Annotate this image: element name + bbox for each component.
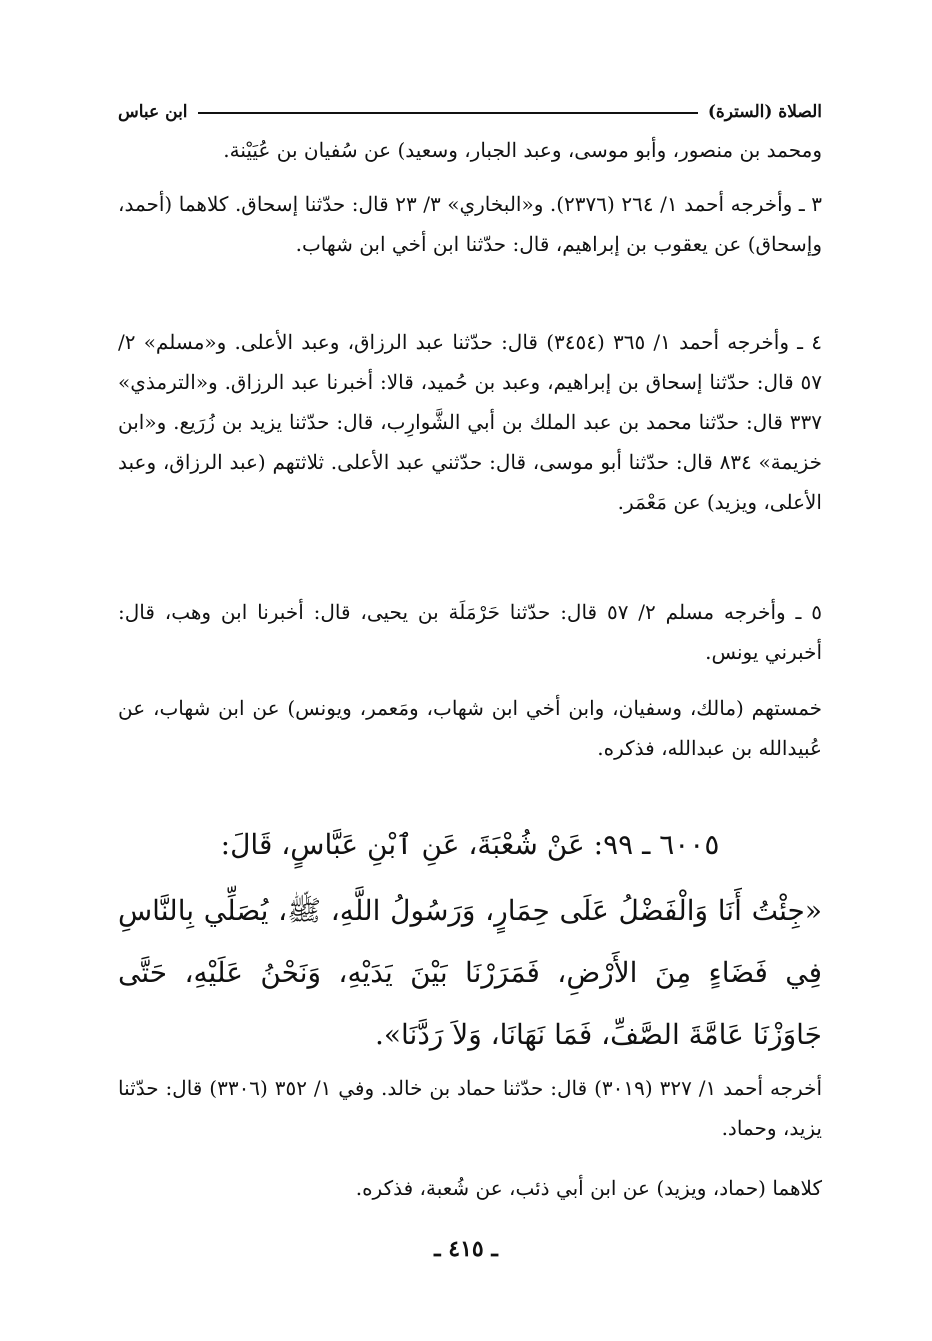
header-chapter: الصلاة (السترة) xyxy=(707,102,822,122)
note-takhrij-5 xyxy=(118,592,822,672)
hadith-number-and-chain: ٦٠٠٥ ـ ٩٩: عَنْ شُعْبَةَ، عَنِ ٱبْنِ عَبَّاسٍ، قَالَ: xyxy=(220,828,720,861)
header-rule xyxy=(198,112,698,114)
note-paragraph: خمستهم (مالك، وسفيان، وابن أخي ابن شهاب، ومَعمر، ويونس) عن ابن شهاب، عن عُبيدالله بن عبدالله، فذكره. xyxy=(118,696,822,760)
note-paragraph: ٥ ـ وأخرجه مسلم ٢/ ٥٧ قال: حدّثنا حَرْمَلَة بن يحيى، قال: أخبرنا ابن وهب، قال: أخبرني يونس. xyxy=(118,600,822,664)
note-conclusion xyxy=(118,1168,822,1208)
page-number: ـ ٤١٥ ـ xyxy=(434,1236,498,1262)
note-paragraph: أخرجه أحمد ١/ ٣٢٧ (٣٠١٩) قال: حدّثنا حماد بن خالد. وفي ١/ ٣٥٢ (٣٣٠٦) قال: حدّثنا يزيد، وحماد. xyxy=(118,1076,823,1140)
note-summary xyxy=(118,688,822,768)
running-header xyxy=(118,88,822,122)
note-paragraph: ٣ ـ وأخرجه أحمد ١/ ٢٦٤ (٢٣٧٦). و«البخاري» ٣/ ٢٣ قال: حدّثنا إسحاق. كلاهما (أحمد، وإسحاق) عن يعقوب بن إبراهيم، قال: حدّثنا ابن أخي ابن شهاب. xyxy=(118,192,822,256)
hadith-matn: «جِئْتُ أَنَا وَالْفَضْلُ عَلَى حِمَارٍ، وَرَسُولُ اللَّهِ، ﷺ، يُصَلِّي بِالنَّاسِ فِي فَضَاءٍ مِنَ الأَرْضِ، فَمَرَرْنَا بَيْنَ يَدَيْهِ، وَنَحْنُ عَلَيْهِ، حَتَّى جَاوَزْنَا عَامَّةَ الصَّفِّ، فَمَا نَهَانَا، وَلاَ رَدَّنَا». xyxy=(118,894,822,1051)
note-paragraph: ومحمد بن منصور، وأبو موسى، وعبد الجبار، وسعيد) عن سُفيان بن عُيَيْنة. xyxy=(223,138,822,162)
note-takhrij-ahmad xyxy=(118,1068,822,1148)
note-paragraph: كلاهما (حماد، ويزيد) عن ابن أبي ذئب، عن شُعبة، فذكره. xyxy=(355,1176,822,1200)
hadith-heading xyxy=(118,820,822,870)
note-continuation xyxy=(118,130,822,170)
note-takhrij-3 xyxy=(118,184,822,264)
header-narrator: ابن عباس xyxy=(118,102,188,122)
hadith-text xyxy=(118,880,822,1066)
note-paragraph: ٤ ـ وأخرجه أحمد ١/ ٣٦٥ (٣٤٥٤) قال: حدّثنا عبد الرزاق، وعبد الأعلى. و«مسلم» ٢/ ٥٧ قال: حدّثنا إسحاق بن إبراهيم، وعبد بن حُميد، قالا: أخبرنا عبد الرزاق. و«الترمذي» ٣٣٧ قال: حدّثنا محمد بن عبد الملك بن أبي الشَّوارِب، قال: حدّثنا يزيد بن زُرَيع. و«ابن خزيمة» ٨٣٤ قال: حدّثنا أبو موسى، قال: حدّثني عبد الأعلى. ثلاثتهم (عبد الرزاق، وعبد الأعلى، ويزيد) عن مَعْمَر. xyxy=(118,330,823,514)
note-takhrij-4 xyxy=(118,322,822,522)
